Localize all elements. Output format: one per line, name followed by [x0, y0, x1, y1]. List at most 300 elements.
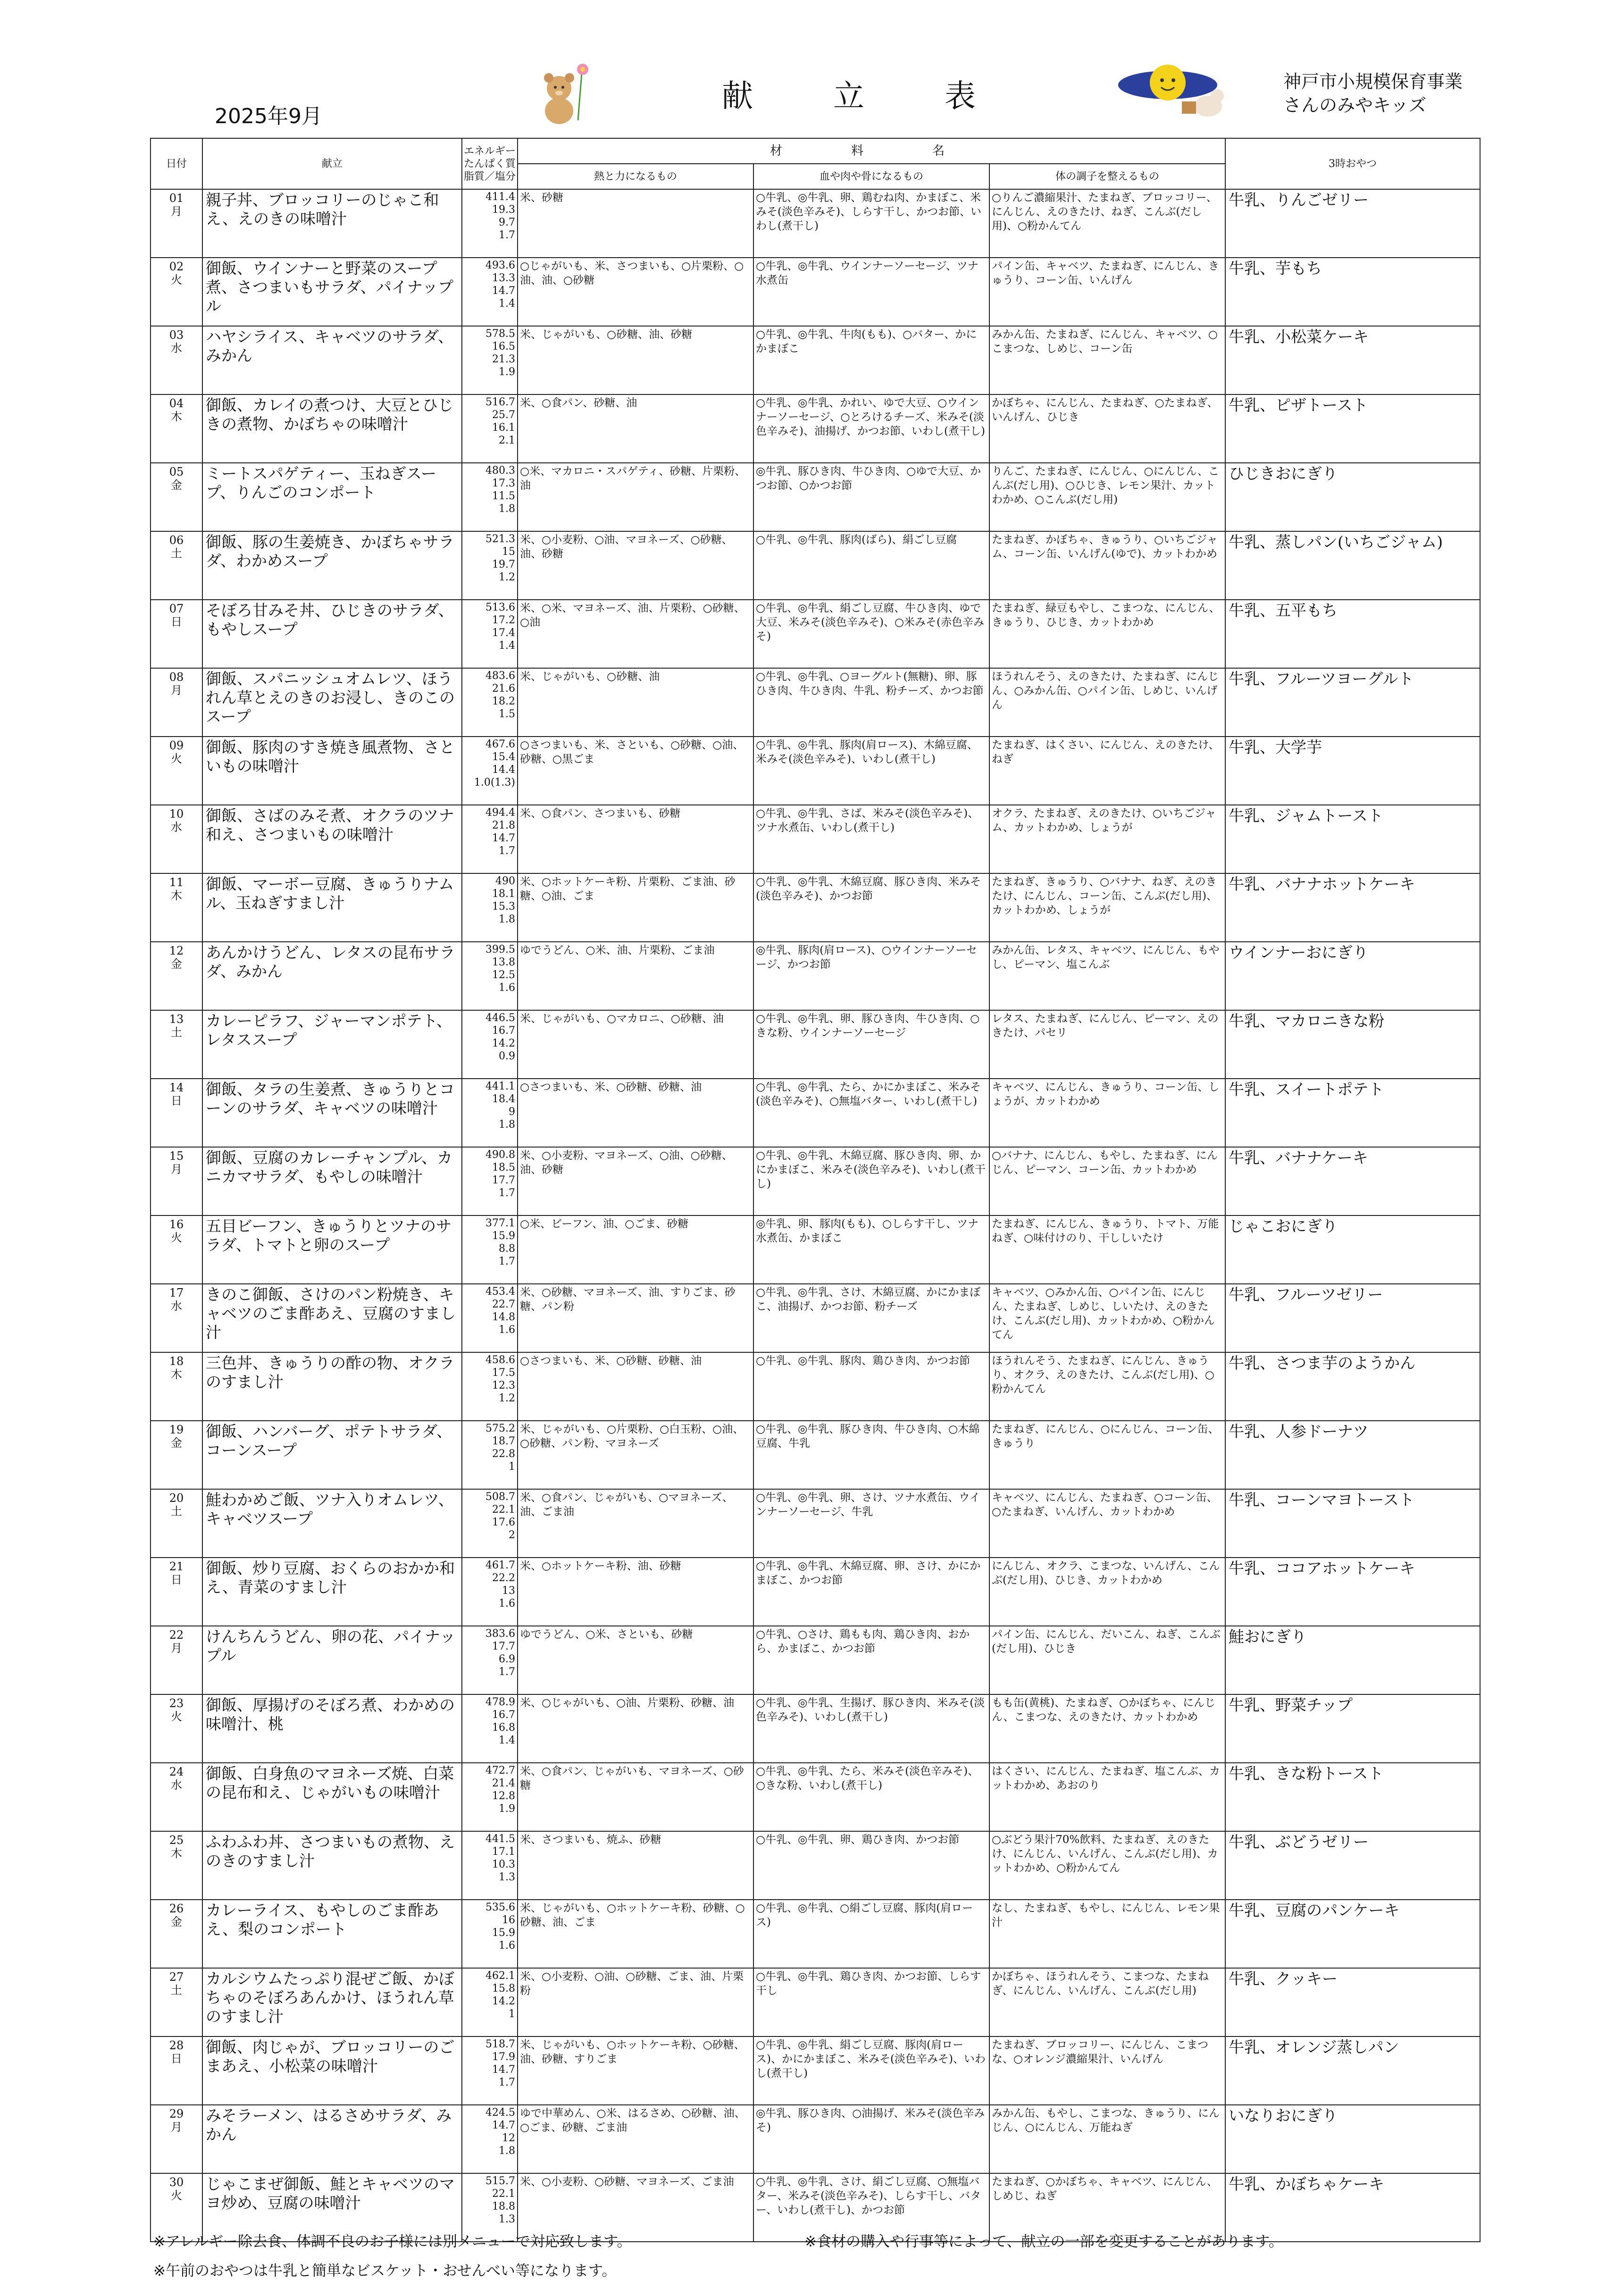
day-of-week: 水: [171, 1299, 182, 1313]
nutrition-protein: 15.4: [492, 751, 515, 763]
day-of-week: 金: [171, 478, 182, 492]
nutrition-salt: 1.0(1.3): [474, 777, 515, 788]
nutrition-cell: [462, 1900, 518, 1968]
day-number: 30: [169, 2176, 184, 2189]
day-of-week: 金: [171, 1436, 182, 1450]
day-cell: [151, 1968, 202, 2036]
body-cell: キャベツ、にんじん、きゅうり、コーン缶、しょうが、カットわかめ: [989, 1079, 1225, 1147]
day-of-week: 月: [171, 684, 182, 697]
nutrition-fat: 19.7: [492, 559, 515, 570]
day-number: 21: [169, 1560, 184, 1573]
day-cell: [151, 2036, 202, 2105]
menu-cell: 御飯、豚の生姜焼き、かぼちゃサラダ、わかめスープ: [202, 531, 462, 600]
table-row: [151, 1763, 1480, 1831]
nutrition-fat: 16.8: [492, 1722, 515, 1734]
nutrition-salt: 1.7: [499, 1256, 515, 1267]
nutrition-protein: 17.3: [492, 478, 515, 489]
menu-cell: 御飯、カレイの煮つけ、大豆とひじきの煮物、かぼちゃの味噌汁: [202, 394, 462, 463]
nutrition-energy: 516.7: [485, 396, 515, 408]
heat-cell: 米、じゃがいも、○片栗粉、○白玉粉、○油、○砂糖、パン粉、マヨネーズ: [518, 1421, 753, 1489]
nutrition-cell: [462, 668, 518, 737]
body-cell: かぼちゃ、ほうれんそう、こまつな、たまねぎ、にんじん、いんげん、こんぶ(だし用): [989, 1968, 1225, 2036]
day-cell: [151, 805, 202, 873]
blood-cell: ○牛乳、◎牛乳、○絹ごし豆腐、豚肉(肩ロース): [753, 1900, 989, 1968]
menu-cell: 御飯、白身魚のマヨネーズ焼、白菜の昆布和え、じゃがいもの味噌汁: [202, 1763, 462, 1831]
heat-cell: ゆで中華めん、○米、はるさめ、○砂糖、油、○ごま、砂糖、ごま油: [518, 2105, 753, 2173]
day-number: 24: [169, 1765, 184, 1778]
nutrition-protein: 17.1: [492, 1846, 515, 1858]
day-of-week: 日: [171, 1573, 182, 1586]
nutrition-protein: 13.3: [492, 272, 515, 284]
table-row: [151, 1558, 1480, 1626]
day-cell: [151, 1694, 202, 1763]
table-row: [151, 189, 1480, 258]
header-menu: 献立: [202, 138, 462, 189]
menu-cell: 御飯、ハンバーグ、ポテトサラダ、コーンスープ: [202, 1421, 462, 1489]
nutrition-salt: 1.6: [499, 1324, 515, 1336]
blood-cell: ○牛乳、◎牛乳、鶏ひき肉、かつお節、しらす干し: [753, 1968, 989, 2036]
nutrition-cell: [462, 1626, 518, 1694]
snack-cell: 牛乳、さつま芋のようかん: [1225, 1352, 1480, 1421]
header-blood: 血や肉や骨になるもの: [753, 164, 989, 189]
table-row: [151, 1831, 1480, 1900]
nutrition-energy: 518.7: [485, 2038, 515, 2050]
day-cell: [151, 258, 202, 326]
body-cell: みかん缶、たまねぎ、にんじん、キャベツ、○こまつな、しめじ、コーン缶: [989, 326, 1225, 394]
day-of-week: 水: [171, 1778, 182, 1792]
snack-cell: 牛乳、コーンマヨトースト: [1225, 1489, 1480, 1558]
menu-cell: きのこ御飯、さけのパン粉焼き、キャベツのごま酢あえ、豆腐のすまし汁: [202, 1284, 462, 1352]
nutrition-fat: 17.6: [492, 1517, 515, 1528]
snack-cell: 牛乳、フルーツヨーグルト: [1225, 668, 1480, 737]
menu-cell: カルシウムたっぷり混ぜご飯、かぼちゃのそぼろあんかけ、ほうれん草のすまし汁: [202, 1968, 462, 2036]
day-cell: [151, 189, 202, 258]
nutrition-fat: 15.9: [492, 1927, 515, 1939]
menu-cell: 御飯、ウインナーと野菜のスープ煮、さつまいもサラダ、パイナップル: [202, 258, 462, 326]
nutrition-protein: 16.7: [492, 1709, 515, 1721]
body-cell: なし、たまねぎ、もやし、にんじん、レモン果汁: [989, 1900, 1225, 1968]
nutrition-energy: 458.6: [485, 1354, 515, 1366]
day-cell: [151, 1147, 202, 1215]
header-day: 日付: [151, 138, 202, 189]
day-number: 03: [169, 328, 184, 342]
heat-cell: 米、○米、マヨネーズ、油、片栗粉、○砂糖、○油: [518, 600, 753, 668]
nutrition-salt: 1.2: [499, 1392, 515, 1404]
heat-cell: ○じゃがいも、米、さつまいも、○片栗粉、○油、油、○砂糖: [518, 258, 753, 326]
table-row: [151, 1968, 1480, 2036]
day-number: 10: [169, 807, 184, 821]
nutrition-cell: [462, 1763, 518, 1831]
body-cell: みかん缶、もやし、こまつな、きゅうり、にんじん、○にんじん、万能ねぎ: [989, 2105, 1225, 2173]
nutrition-energy: 441.5: [485, 1833, 515, 1845]
nutrition-salt: 1.8: [499, 503, 515, 515]
body-cell: ほうれんそう、えのきたけ、たまねぎ、にんじん、○みかん缶、○パイン缶、しめじ、いんげん: [989, 668, 1225, 737]
snack-cell: 牛乳、オレンジ蒸しパン: [1225, 2036, 1480, 2105]
day-cell: [151, 531, 202, 600]
menu-cell: 御飯、さばのみそ煮、オクラのツナ和え、さつまいもの味噌汁: [202, 805, 462, 873]
snack-cell: ひじきおにぎり: [1225, 463, 1480, 531]
day-of-week: 土: [171, 1026, 182, 1039]
nutrition-protein: 16.7: [492, 1025, 515, 1037]
heat-cell: ゆでうどん、○米、油、片栗粉、ごま油: [518, 942, 753, 1010]
blood-cell: ◎牛乳、豚ひき肉、牛ひき肉、○ゆで大豆、かつお節、○かつお節: [753, 463, 989, 531]
body-cell: たまねぎ、かぼちゃ、きゅうり、○いちごジャム、コーン缶、いんげん(ゆで)、カットわかめ: [989, 531, 1225, 600]
nutrition-cell: [462, 394, 518, 463]
nutrition-fat: 12.8: [492, 1790, 515, 1802]
day-cell: [151, 942, 202, 1010]
nutrition-protein: 17.5: [492, 1367, 515, 1379]
day-cell: [151, 1421, 202, 1489]
nutrition-cell: [462, 737, 518, 805]
blood-cell: ○牛乳、◎牛乳、牛肉(もも)、○バター、かにかまぼこ: [753, 326, 989, 394]
nutrition-energy: 515.7: [485, 2175, 515, 2187]
nutrition-salt: 1.6: [499, 982, 515, 994]
day-number: 28: [169, 2039, 184, 2052]
day-cell: [151, 873, 202, 942]
nutrition-salt: 1.3: [499, 1871, 515, 1883]
table-row: [151, 873, 1480, 942]
table-row: [151, 668, 1480, 737]
blood-cell: ○牛乳、◎牛乳、豚肉、鶏ひき肉、かつお節: [753, 1352, 989, 1421]
nutrition-salt: 1: [509, 2008, 515, 2020]
nutrition-salt: 1.8: [499, 913, 515, 925]
blood-cell: ○牛乳、◎牛乳、絹ごし豆腐、豚肉(肩ロース)、かにかまぼこ、米みそ(淡色辛みそ)、いわし(煮干し): [753, 2036, 989, 2105]
day-of-week: 火: [171, 1231, 182, 1244]
day-number: 14: [169, 1081, 184, 1094]
nutrition-protein: 13.8: [492, 956, 515, 968]
nutrition-energy: 483.6: [485, 670, 515, 682]
nutrition-cell: [462, 531, 518, 600]
table-row: [151, 2105, 1480, 2173]
snack-cell: 牛乳、ココアホットケーキ: [1225, 1558, 1480, 1626]
body-cell: たまねぎ、はくさい、にんじん、えのきたけ、ねぎ: [989, 737, 1225, 805]
heat-cell: 米、○小麦粉、マヨネーズ、○油、○砂糖、油、砂糖: [518, 1147, 753, 1215]
heat-cell: 米、○じゃがいも、○油、片栗粉、砂糖、油: [518, 1694, 753, 1763]
nutrition-energy: 441.1: [485, 1081, 515, 1092]
nutrition-protein: 16: [502, 1914, 515, 1926]
blood-cell: ○牛乳、◎牛乳、さけ、絹ごし豆腐、○無塩バター、米みそ(淡色辛みそ)、しらす干し、バター、いわし(煮干し)、かつお節: [753, 2173, 989, 2242]
day-number: 07: [169, 602, 184, 615]
body-cell: ほうれんそう、たまねぎ、にんじん、きゅうり、オクラ、えのきたけ、こんぶ(だし用)、○粉かんてん: [989, 1352, 1225, 1421]
nutrition-protein: 14.7: [492, 2120, 515, 2131]
nutrition-fat: 14.7: [492, 2064, 515, 2076]
note-allergy: ※アレルギー除去食、体調不良のお子様には別メニューで対応致します。: [153, 2233, 632, 2250]
table-row: [151, 1421, 1480, 1489]
nutrition-energy: 494.4: [485, 807, 515, 819]
table-row: [151, 463, 1480, 531]
nutrition-fat: 10.3: [492, 1859, 515, 1870]
day-of-week: 日: [171, 1094, 182, 1107]
day-number: 27: [169, 1970, 184, 1984]
nutrition-energy: 513.6: [485, 602, 515, 613]
body-cell: ○ぶどう果汁70%飲料、たまねぎ、えのきたけ、にんじん、いんげん、こんぶ(だし用)、カットわかめ、○粉かんてん: [989, 1831, 1225, 1900]
nutrition-salt: 1.8: [499, 1119, 515, 1131]
table-row: [151, 1694, 1480, 1763]
body-cell: オクラ、たまねぎ、えのきたけ、○いちごジャム、カットわかめ、しょうが: [989, 805, 1225, 873]
heat-cell: ○米、マカロニ・スパゲティ、砂糖、片栗粉、油: [518, 463, 753, 531]
nutrition-salt: 1.9: [499, 366, 515, 378]
moon-logo-illustration: [1116, 54, 1243, 125]
snack-cell: 牛乳、スイートポテト: [1225, 1079, 1480, 1147]
nutrition-fat: 9.7: [499, 217, 515, 228]
heat-cell: ○米、ビーフン、油、○ごま、砂糖: [518, 1215, 753, 1284]
heat-cell: 米、○食パン、じゃがいも、○マヨネーズ、油、ごま油: [518, 1489, 753, 1558]
day-of-week: 月: [171, 205, 182, 218]
blood-cell: ○牛乳、◎牛乳、木綿豆腐、豚ひき肉、卵、かにかまぼこ、米みそ(淡色辛みそ)、いわし(煮干し): [753, 1147, 989, 1215]
snack-cell: 牛乳、かぼちゃケーキ: [1225, 2173, 1480, 2242]
day-number: 01: [169, 192, 184, 205]
nutrition-salt: 1.9: [499, 1803, 515, 1815]
blood-cell: ○牛乳、◎牛乳、さけ、木綿豆腐、かにかまぼこ、油揚げ、かつお節、粉チーズ: [753, 1284, 989, 1352]
snack-cell: いなりおにぎり: [1225, 2105, 1480, 2173]
day-of-week: 金: [171, 957, 182, 971]
heat-cell: 米、じゃがいも、○マカロニ、○砂糖、油: [518, 1010, 753, 1079]
table-row: [151, 326, 1480, 394]
snack-cell: 牛乳、五平もち: [1225, 600, 1480, 668]
day-number: 06: [169, 534, 184, 547]
blood-cell: ○牛乳、◎牛乳、豚肉(肩ロース)、木綿豆腐、米みそ(淡色辛みそ)、いわし(煮干し): [753, 737, 989, 805]
day-number: 15: [169, 1149, 184, 1163]
nutrition-fat: 18.8: [492, 2201, 515, 2212]
day-of-week: 土: [171, 1505, 182, 1518]
body-cell: キャベツ、○みかん缶、○パイン缶、にんじん、たまねぎ、しめじ、しいたけ、えのきたけ、こんぶ(だし用)、カットわかめ、○粉かんてん: [989, 1284, 1225, 1352]
menu-cell: 御飯、豚肉のすき焼き風煮物、さといもの味噌汁: [202, 737, 462, 805]
org-line-1: 神戸市小規模保育事業: [1283, 71, 1463, 92]
nutrition-salt: 1.2: [499, 571, 515, 583]
body-cell: たまねぎ、○かぼちゃ、キャベツ、にんじん、しめじ、ねぎ: [989, 2173, 1225, 2242]
day-number: 08: [169, 670, 184, 684]
nutrition-protein: 18.4: [492, 1093, 515, 1105]
day-number: 02: [169, 260, 184, 273]
day-number: 13: [169, 1013, 184, 1026]
day-cell: [151, 1763, 202, 1831]
snack-cell: 牛乳、きな粉トースト: [1225, 1763, 1480, 1831]
day-number: 23: [169, 1697, 184, 1710]
nutrition-energy: 411.4: [485, 191, 515, 203]
nutrition-energy: 453.4: [485, 1286, 515, 1298]
nutrition-protein: 25.7: [492, 409, 515, 421]
nutrition-energy: 446.5: [485, 1012, 515, 1024]
blood-cell: ○牛乳、◎牛乳、木綿豆腐、豚ひき肉、米みそ(淡色辛みそ)、かつお節: [753, 873, 989, 942]
nutrition-cell: [462, 1421, 518, 1489]
table-row: [151, 531, 1480, 600]
table-row: [151, 600, 1480, 668]
day-cell: [151, 1215, 202, 1284]
heat-cell: 米、じゃがいも、○ホットケーキ粉、砂糖、○砂糖、油、ごま: [518, 1900, 753, 1968]
nutrition-protein: 15: [502, 546, 515, 558]
day-of-week: 火: [171, 2189, 182, 2202]
nutrition-protein: 17.9: [492, 2051, 515, 2063]
day-of-week: 月: [171, 1642, 182, 1655]
day-cell: [151, 1900, 202, 1968]
table-row: [151, 258, 1480, 326]
nutrition-cell: [462, 326, 518, 394]
day-number: 05: [169, 465, 184, 478]
nutrition-salt: 1.5: [499, 708, 515, 720]
menu-cell: ハヤシライス、キャベツのサラダ、みかん: [202, 326, 462, 394]
note-changes: ※食材の購入や行事等によって、献立の一部を変更することがあります。: [804, 2233, 1283, 2250]
nutrition-cell: [462, 1079, 518, 1147]
nutrition-fat: 21.3: [492, 353, 515, 365]
snack-cell: 牛乳、ぶどうゼリー: [1225, 1831, 1480, 1900]
body-cell: りんご、たまねぎ、にんじん、○にんじん、こんぶ(だし用)、○ひじき、レモン果汁、カットわかめ、○こんぶ(だし用): [989, 463, 1225, 531]
header-nutrition: [462, 138, 518, 189]
nutrition-protein: 22.1: [492, 2188, 515, 2200]
nutrition-protein: 18.1: [492, 888, 515, 900]
body-cell: キャベツ、にんじん、たまねぎ、○コーン缶、○たまねぎ、いんげん、カットわかめ: [989, 1489, 1225, 1558]
day-cell: [151, 326, 202, 394]
nutrition-energy: 383.6: [485, 1628, 515, 1640]
menu-cell: あんかけうどん、レタスの昆布サラダ、みかん: [202, 942, 462, 1010]
day-number: 18: [169, 1355, 184, 1368]
table-row: [151, 1626, 1480, 1694]
nutrition-cell: [462, 189, 518, 258]
table-row: [151, 1284, 1480, 1352]
nutrition-salt: 1.4: [499, 640, 515, 652]
nutrition-energy: 521.3: [485, 533, 515, 545]
day-of-week: 金: [171, 1915, 182, 1928]
nutrition-energy: 480.3: [485, 465, 515, 477]
header-body: 体の調子を整えるもの: [989, 164, 1225, 189]
day-of-week: 木: [171, 1847, 182, 1860]
day-number: 04: [169, 397, 184, 410]
nutrition-cell: [462, 1284, 518, 1352]
nutrition-fat: 14.8: [492, 1311, 515, 1323]
day-of-week: 日: [171, 2052, 182, 2065]
day-cell: [151, 1079, 202, 1147]
nutrition-fat: 12.3: [492, 1380, 515, 1391]
day-number: 11: [169, 876, 184, 889]
snack-cell: 牛乳、バナナホットケーキ: [1225, 873, 1480, 942]
menu-table-body: [151, 189, 1480, 2242]
heat-cell: 米、○小麦粉、○砂糖、マヨネーズ、ごま油: [518, 2173, 753, 2242]
nutrition-cell: [462, 1558, 518, 1626]
nutrition-fat: 14.4: [492, 764, 515, 776]
organization-name: [1283, 70, 1463, 117]
nutrition-salt: 0.9: [499, 1050, 515, 1062]
snack-cell: 牛乳、芋もち: [1225, 258, 1480, 326]
nutrition-salt: 1.3: [499, 2213, 515, 2225]
body-cell: たまねぎ、にんじん、○にんじん、コーン缶、きゅうり: [989, 1421, 1225, 1489]
menu-cell: 三色丼、きゅうりの酢の物、オクラのすまし汁: [202, 1352, 462, 1421]
nutrition-protein: 18.5: [492, 1162, 515, 1173]
nutrition-protein: 22.7: [492, 1299, 515, 1310]
day-number: 20: [169, 1492, 184, 1505]
nutrition-energy: 461.7: [485, 1559, 515, 1571]
heat-cell: 米、じゃがいも、○砂糖、油: [518, 668, 753, 737]
blood-cell: ○牛乳、◎牛乳、かれい、ゆで大豆、○ウインナーソーセージ、○とろけるチーズ、米みそ(淡色辛みそ)、油揚げ、かつお節、いわし(煮干し): [753, 394, 989, 463]
nutrition-salt: 1.7: [499, 845, 515, 857]
blood-cell: ○牛乳、◎牛乳、さば、米みそ(淡色辛みそ)、ツナ水煮缶、いわし(煮干し): [753, 805, 989, 873]
body-cell: たまねぎ、にんじん、きゅうり、トマト、万能ねぎ、○味付けのり、干ししいたけ: [989, 1215, 1225, 1284]
heat-cell: ○さつまいも、米、○砂糖、砂糖、油: [518, 1352, 753, 1421]
note-morning-snack: ※午前のおやつは牛乳と簡単なビスケット・おせんべい等になります。: [153, 2262, 617, 2279]
nutrition-fat: 17.7: [492, 1174, 515, 1186]
snack-cell: 牛乳、マカロニきな粉: [1225, 1010, 1480, 1079]
body-cell: たまねぎ、ブロッコリー、にんじん、こまつな、○オレンジ濃縮果汁、いんげん: [989, 2036, 1225, 2105]
day-of-week: 土: [171, 547, 182, 560]
day-number: 09: [169, 739, 184, 752]
nutrition-salt: 1.4: [499, 298, 515, 310]
day-number: 29: [169, 2107, 184, 2120]
nutrition-energy: 462.1: [485, 1970, 515, 1982]
nutrition-fat: 12: [502, 2132, 515, 2144]
nutrition-salt: 1.7: [499, 2077, 515, 2088]
nutrition-cell: [462, 1694, 518, 1763]
nutrition-fat: 9: [509, 1106, 515, 1118]
heat-cell: 米、○小麦粉、○油、マヨネーズ、○砂糖、油、砂糖: [518, 531, 753, 600]
menu-cell: ミートスパゲティー、玉ねぎスープ、りんごのコンポート: [202, 463, 462, 531]
snack-cell: 牛乳、バナナケーキ: [1225, 1147, 1480, 1215]
blood-cell: ○牛乳、◎牛乳、卵、鶏ひき肉、かつお節: [753, 1831, 989, 1900]
nutrition-fat: 8.8: [499, 1243, 515, 1255]
day-number: 26: [169, 1902, 184, 1915]
heat-cell: 米、さつまいも、焼ふ、砂糖: [518, 1831, 753, 1900]
nutrition-fat: 17.4: [492, 627, 515, 639]
heat-cell: 米、じゃがいも、○砂糖、油、砂糖: [518, 326, 753, 394]
heat-cell: ○さつまいも、米、さといも、○砂糖、○油、砂糖、○黒ごま: [518, 737, 753, 805]
body-cell: もも缶(黄桃)、たまねぎ、○かぼちゃ、にんじん、こまつな、えのきたけ、カットわかめ: [989, 1694, 1225, 1763]
nutrition-protein: 18.7: [492, 1435, 515, 1447]
table-row: [151, 942, 1480, 1010]
header-heat: 熱と力になるもの: [518, 164, 753, 189]
day-number: 22: [169, 1628, 184, 1642]
day-of-week: 火: [171, 752, 182, 765]
day-of-week: 火: [171, 273, 182, 286]
blood-cell: ○牛乳、◎牛乳、生揚げ、豚ひき肉、米みそ(淡色辛みそ)、いわし(煮干し): [753, 1694, 989, 1763]
day-cell: [151, 1284, 202, 1352]
nutrition-cell: [462, 1968, 518, 2036]
menu-cell: じゃこまぜ御飯、鮭とキャベツのマヨ炒め、豆腐の味噌汁: [202, 2173, 462, 2242]
nutrition-protein: 19.3: [492, 204, 515, 216]
snack-cell: 牛乳、人参ドーナツ: [1225, 1421, 1480, 1489]
nutrition-energy: 472.7: [485, 1765, 515, 1776]
page-title: 献立表: [722, 78, 1056, 114]
heat-cell: 米、○砂糖、マヨネーズ、油、すりごま、砂糖、パン粉: [518, 1284, 753, 1352]
header-materials: 材 料 名: [518, 138, 1225, 164]
heat-cell: 米、○ホットケーキ粉、片栗粉、ごま油、砂糖、○油、ごま: [518, 873, 753, 942]
nutrition-salt: 1.6: [499, 1598, 515, 1609]
nutrition-energy: 490: [495, 875, 515, 887]
table-row: [151, 1010, 1480, 1079]
nutrition-salt: 1.6: [499, 1940, 515, 1952]
menu-cell: 鮭わかめご飯、ツナ入りオムレツ、キャベツスープ: [202, 1489, 462, 1558]
nutrition-salt: 1.7: [499, 229, 515, 241]
nutrition-fat: 18.2: [492, 696, 515, 707]
blood-cell: ○牛乳、◎牛乳、○ヨーグルト(無糖)、卵、豚ひき肉、牛ひき肉、牛乳、粉チーズ、かつお節: [753, 668, 989, 737]
day-number: 25: [169, 1834, 184, 1847]
blood-cell: ○牛乳、◎牛乳、たら、かにかまぼこ、米みそ(淡色辛みそ)、○無塩バター、いわし(煮干し): [753, 1079, 989, 1147]
header-protein: たんぱく質: [463, 158, 516, 170]
blood-cell: ◎牛乳、豚ひき肉、○油揚げ、米みそ(淡色辛みそ): [753, 2105, 989, 2173]
nutrition-fat: 11.5: [492, 490, 515, 502]
table-row: [151, 1900, 1480, 1968]
day-of-week: 水: [171, 821, 182, 834]
menu-cell: けんちんうどん、卵の花、パイナップル: [202, 1626, 462, 1694]
blood-cell: ○牛乳、◎牛乳、豚ひき肉、牛ひき肉、○木綿豆腐、牛乳: [753, 1421, 989, 1489]
body-cell: かぼちゃ、にんじん、たまねぎ、○たまねぎ、いんげん、ひじき: [989, 394, 1225, 463]
nutrition-energy: 493.6: [485, 260, 515, 271]
nutrition-energy: 490.8: [485, 1149, 515, 1161]
bear-flower-illustration: [526, 54, 602, 130]
menu-cell: 御飯、肉じゃが、ブロッコリーのごまあえ、小松菜の味噌汁: [202, 2036, 462, 2105]
nutrition-energy: 399.5: [485, 944, 515, 955]
menu-cell: 御飯、炒り豆腐、おくらのおかか和え、青菜のすまし汁: [202, 1558, 462, 1626]
nutrition-fat: 14.2: [492, 1995, 515, 2007]
menu-cell: カレーライス、もやしのごま酢あえ、梨のコンポート: [202, 1900, 462, 1968]
heat-cell: ○さつまいも、米、○砂糖、砂糖、油: [518, 1079, 753, 1147]
table-row: [151, 1489, 1480, 1558]
